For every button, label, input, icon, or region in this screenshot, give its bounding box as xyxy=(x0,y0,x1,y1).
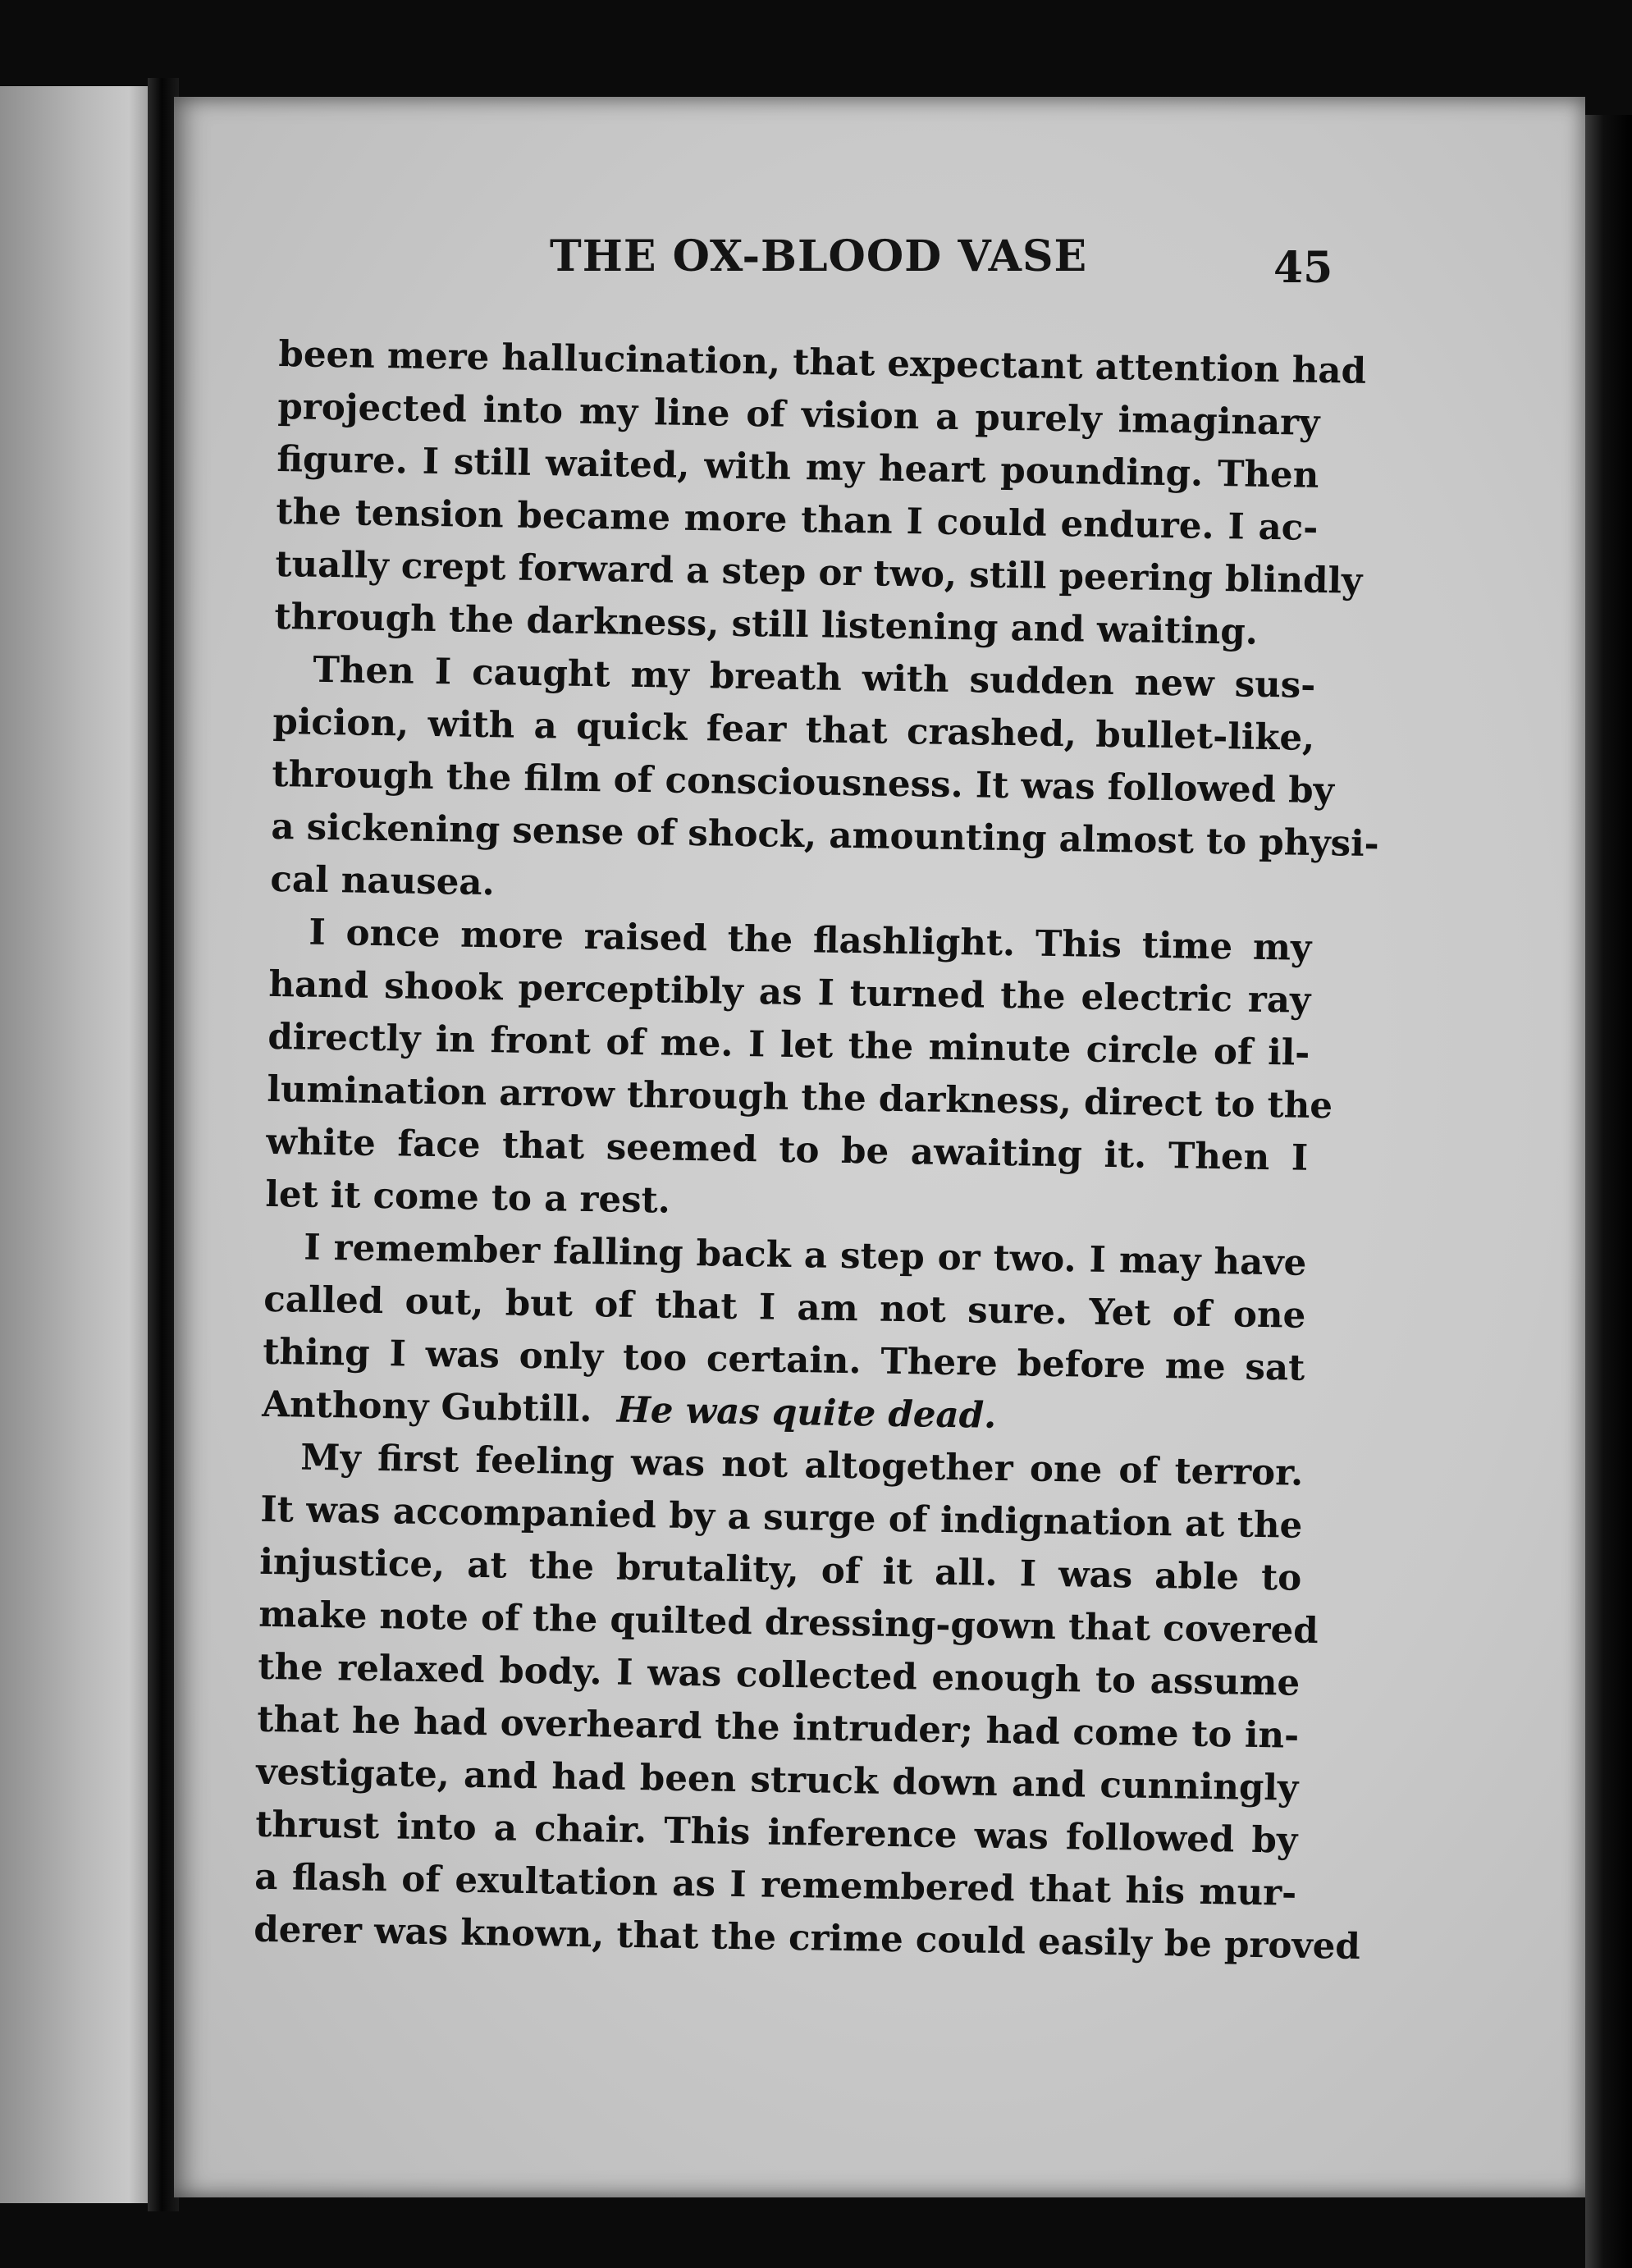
text-line: white face that seemed to be awaiting it. Then I xyxy=(266,1120,1309,1179)
page-number: 45 xyxy=(1273,243,1333,293)
text-line: directly in front of me. I let the minute circle of il- xyxy=(267,1015,1310,1074)
text-line: tually crept forward a step or two, still peering blindly xyxy=(275,542,1363,602)
text-line: make note of the quilted dressing-gown that covered xyxy=(258,1593,1319,1653)
text-line: figure. I still waited, with my heart pounding. Then xyxy=(277,437,1319,496)
paragraph-first-line: My first feeling was not altogether one of terror. xyxy=(299,1436,1304,1494)
italic-emphasis: He was quite dead. xyxy=(616,1388,997,1437)
paragraph-first-line: Then I caught my breath with sudden new sus- xyxy=(313,648,1316,706)
text-segment: Anthony Gubtill. xyxy=(261,1383,592,1431)
text-line: a flash of exultation as I remembered that his mur- xyxy=(254,1855,1297,1914)
text-line: called out, but of that I am not sure. Yet of one xyxy=(263,1278,1306,1337)
text-line: thrust into a chair. This inference was followed by xyxy=(254,1803,1298,1862)
text-line: a sickening sense of shock, amounting almost to physi- xyxy=(271,805,1380,866)
text-line: through the film of consciousness. It was followed by xyxy=(272,752,1335,812)
page-edge-shadow xyxy=(1585,115,1632,2268)
text-line: that he had overheard the intruder; had come to in- xyxy=(256,1698,1300,1757)
text-line: It was accompanied by a surge of indignation at the xyxy=(259,1488,1303,1547)
text-line: injustice, at the brutality, of it all. I was able to xyxy=(258,1540,1302,1599)
text-line: cal nausea. xyxy=(270,857,496,904)
paragraph-first-line: I remember falling back a step or two. I may have xyxy=(304,1226,1307,1284)
facing-page-edge xyxy=(0,86,152,2203)
body-text xyxy=(253,328,1380,1973)
text-line: hand shook perceptibly as I turned the electric ray xyxy=(268,963,1311,1022)
text-line: vestigate, and had been struck down and cunningly xyxy=(255,1750,1299,1809)
text-line: through the darkness, still listening and waiting. xyxy=(274,595,1259,653)
paragraph-first-line: I once more raised the flashlight. This time my xyxy=(309,911,1312,969)
text-line: the tension became more than I could endure. I ac- xyxy=(276,490,1319,549)
running-head: THE OX-BLOOD VASE xyxy=(550,231,1088,281)
text-line: picion, with a quick fear that crashed, bullet-like, xyxy=(272,700,1315,759)
text-line: lumination arrow through the darkness, direct to the xyxy=(267,1068,1333,1127)
text-line: projected into my line of vision a purely imaginary xyxy=(277,385,1320,444)
text-line: let it come to a rest. xyxy=(265,1173,671,1222)
text-line: the relaxed body. I was collected enough to assume xyxy=(257,1645,1301,1704)
text-line: thing I was only too certain. There before me sat xyxy=(263,1330,1305,1389)
text-line: derer was known, that the crime could easily be proved xyxy=(253,1908,1361,1968)
text-line: been mere hallucination, that expectant attention had xyxy=(278,332,1367,392)
